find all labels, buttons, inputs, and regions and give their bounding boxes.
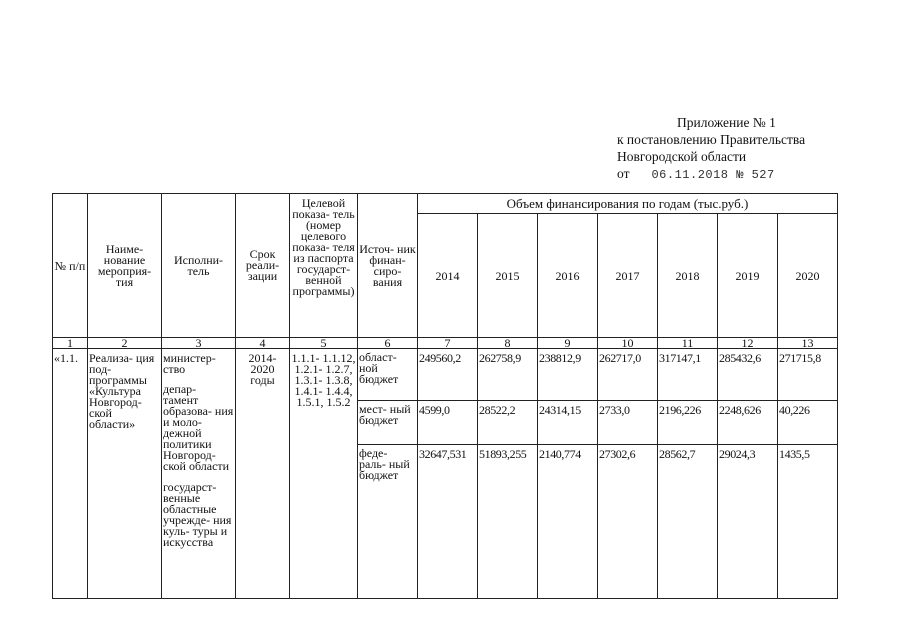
value-cell: 285432,6 bbox=[718, 349, 778, 401]
value-cell: 238812,9 bbox=[538, 349, 598, 401]
row-num: «1.1. bbox=[53, 349, 88, 599]
appendix-subtitle-line2: Новгородской области bbox=[617, 149, 747, 164]
funding-table bbox=[52, 193, 838, 599]
appendix-title: Приложение № 1 bbox=[677, 115, 776, 130]
header-year-2019: 2019 bbox=[718, 214, 778, 338]
date-prefix: от bbox=[617, 166, 630, 181]
value-cell: 271715,8 bbox=[778, 349, 838, 401]
header-term: Срок реали- зации bbox=[236, 194, 290, 338]
executor-ministry: министер- ство bbox=[163, 351, 216, 376]
executor-institutions: государст- венные областные учрежде- ния куль- туры и искусства bbox=[163, 480, 232, 549]
col-number: 9 bbox=[538, 338, 598, 349]
value-cell: 4599,0 bbox=[418, 401, 478, 445]
row-name: Реализа- ция под- программы «Культура Новгород- ской области» bbox=[88, 349, 162, 599]
col-number: 4 bbox=[236, 338, 290, 349]
value-cell: 51893,255 bbox=[478, 445, 538, 599]
value-cell: 28562,7 bbox=[658, 445, 718, 599]
source-regional-budget: област- ной бюджет bbox=[358, 349, 418, 401]
header-year-2014: 2014 bbox=[418, 214, 478, 338]
value-cell: 1435,5 bbox=[778, 445, 838, 599]
col-number: 11 bbox=[658, 338, 718, 349]
row-indicator: 1.1.1- 1.1.12, 1.2.1- 1.2.7, 1.3.1- 1.3.8, 1.4.1- 1.4.4, 1.5.1, 1.5.2 bbox=[290, 349, 358, 599]
header-num: № п/п bbox=[53, 194, 88, 338]
value-cell: 249560,2 bbox=[418, 349, 478, 401]
source-local-budget: мест- ный бюджет bbox=[358, 401, 418, 445]
row-executor bbox=[162, 349, 236, 599]
value-cell: 262758,9 bbox=[478, 349, 538, 401]
header-indicator: Целевой показа- тель (номер целевого показа- теля из паспорта государст- венной программы) bbox=[290, 194, 358, 338]
appendix-subtitle-line1: к постановлению Правительства bbox=[617, 132, 806, 147]
col-number: 5 bbox=[290, 338, 358, 349]
col-number: 2 bbox=[88, 338, 162, 349]
col-number: 8 bbox=[478, 338, 538, 349]
value-cell: 40,226 bbox=[778, 401, 838, 445]
value-cell: 32647,531 bbox=[418, 445, 478, 599]
header-year-2017: 2017 bbox=[598, 214, 658, 338]
row-term: 2014- 2020 годы bbox=[236, 349, 290, 599]
col-number: 3 bbox=[162, 338, 236, 349]
col-number: 6 bbox=[358, 338, 418, 349]
col-number: 12 bbox=[718, 338, 778, 349]
header-year-2015: 2015 bbox=[478, 214, 538, 338]
header-funding-group: Объем финансирования по годам (тыс.руб.) bbox=[418, 194, 838, 214]
header-year-2020: 2020 bbox=[778, 214, 838, 338]
header-source: Источ- ник финан- сиро- вания bbox=[358, 194, 418, 338]
executor-department: депар- тамент образова- ния и моло- дежной политики Новгород- ской области bbox=[163, 382, 234, 473]
header-name: Наиме- нование мероприя- тия bbox=[88, 194, 162, 338]
header-year-2016: 2016 bbox=[538, 214, 598, 338]
value-cell: 28522,2 bbox=[478, 401, 538, 445]
header-executor: Исполни- тель bbox=[162, 194, 236, 338]
source-federal-budget: феде- раль- ный бюджет bbox=[358, 445, 418, 599]
value-cell: 2733,0 bbox=[598, 401, 658, 445]
document-header bbox=[617, 114, 805, 184]
value-cell: 2196,226 bbox=[658, 401, 718, 445]
value-cell: 317147,1 bbox=[658, 349, 718, 401]
header-year-2018: 2018 bbox=[658, 214, 718, 338]
value-cell: 29024,3 bbox=[718, 445, 778, 599]
col-number: 10 bbox=[598, 338, 658, 349]
date-stamp: 06.11.2018 № 527 bbox=[651, 168, 775, 182]
value-cell: 262717,0 bbox=[598, 349, 658, 401]
value-cell: 24314,15 bbox=[538, 401, 598, 445]
col-number: 1 bbox=[53, 338, 88, 349]
value-cell: 2248,626 bbox=[718, 401, 778, 445]
value-cell: 2140,774 bbox=[538, 445, 598, 599]
date-row bbox=[617, 165, 805, 184]
value-cell: 27302,6 bbox=[598, 445, 658, 599]
col-number: 7 bbox=[418, 338, 478, 349]
col-number: 13 bbox=[778, 338, 838, 349]
